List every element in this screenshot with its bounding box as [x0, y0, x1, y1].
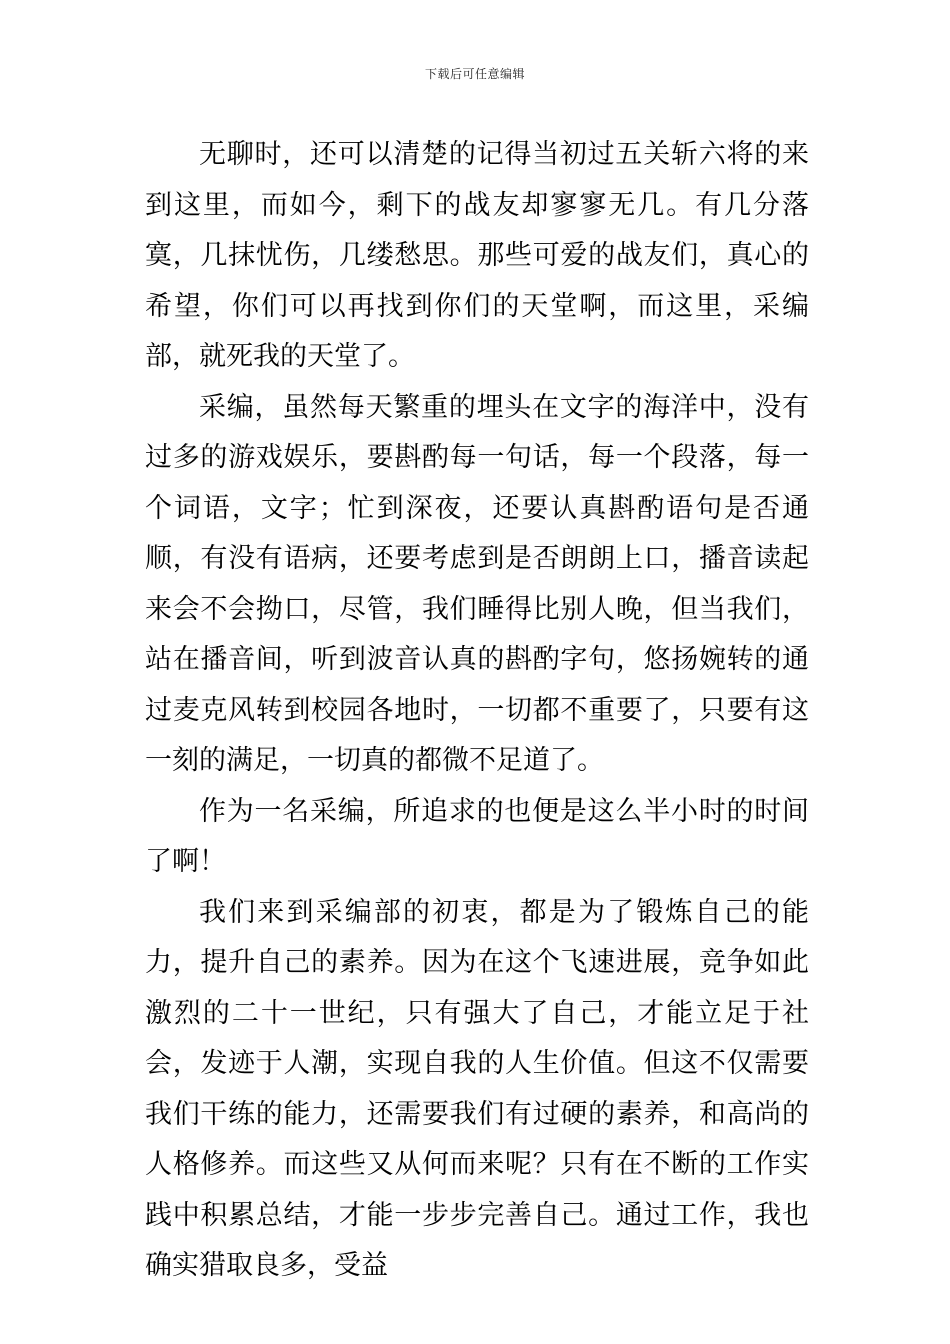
- paragraph-2: 采编，虽然每天繁重的埋头在文字的海洋中，没有过多的游戏娱乐，要斟酌每一句话，每一个段落，每一个词语，文字；忙到深夜，还要认真斟酌语句是否通顺，有没有语病，还要考虑到是否朗朗上口，播音读起来会不会拗口，尽管，我们睡得比别人晚，但当我们，站在播音间，听到波音认真的斟酌字句，悠扬婉转的通过麦克风转到校园各地时，一切都不重要了，只要有这一刻的满足，一切真的都微不足道了。: [145, 391, 809, 776]
- paragraph-3: 作为一名采编，所追求的也便是这么半小时的时间了啊！: [145, 795, 809, 877]
- page-header: 下载后可任意编辑: [424, 67, 525, 81]
- paragraph-1: 无聊时，还可以清楚的记得当初过五关斩六将的来到这里，而如今，剩下的战友却寥寥无几。有几分落寞，几抹忧伤，几缕愁思。那些可爱的战友们，真心的希望，你们可以再找到你们的天堂啊，而这里，采编部，就死我的天堂了。: [145, 139, 809, 372]
- paragraph-4: 我们来到采编部的初衷，都是为了锻炼自己的能力，提升自己的素养。因为在这个飞速进展，竞争如此激烈的二十一世纪，只有强大了自己，才能立足于社会，发迹于人潮，实现自我的人生价值。但这不仅需要我们干练的能力，还需要我们有过硬的素养，和高尚的人格修养。而这些又从何而来呢？只有在不断的工作实践中积累总结，才能一步步完善自己。通过工作，我也确实猎取良多，受益: [145, 896, 809, 1281]
- document-body: [145, 130, 809, 1292]
